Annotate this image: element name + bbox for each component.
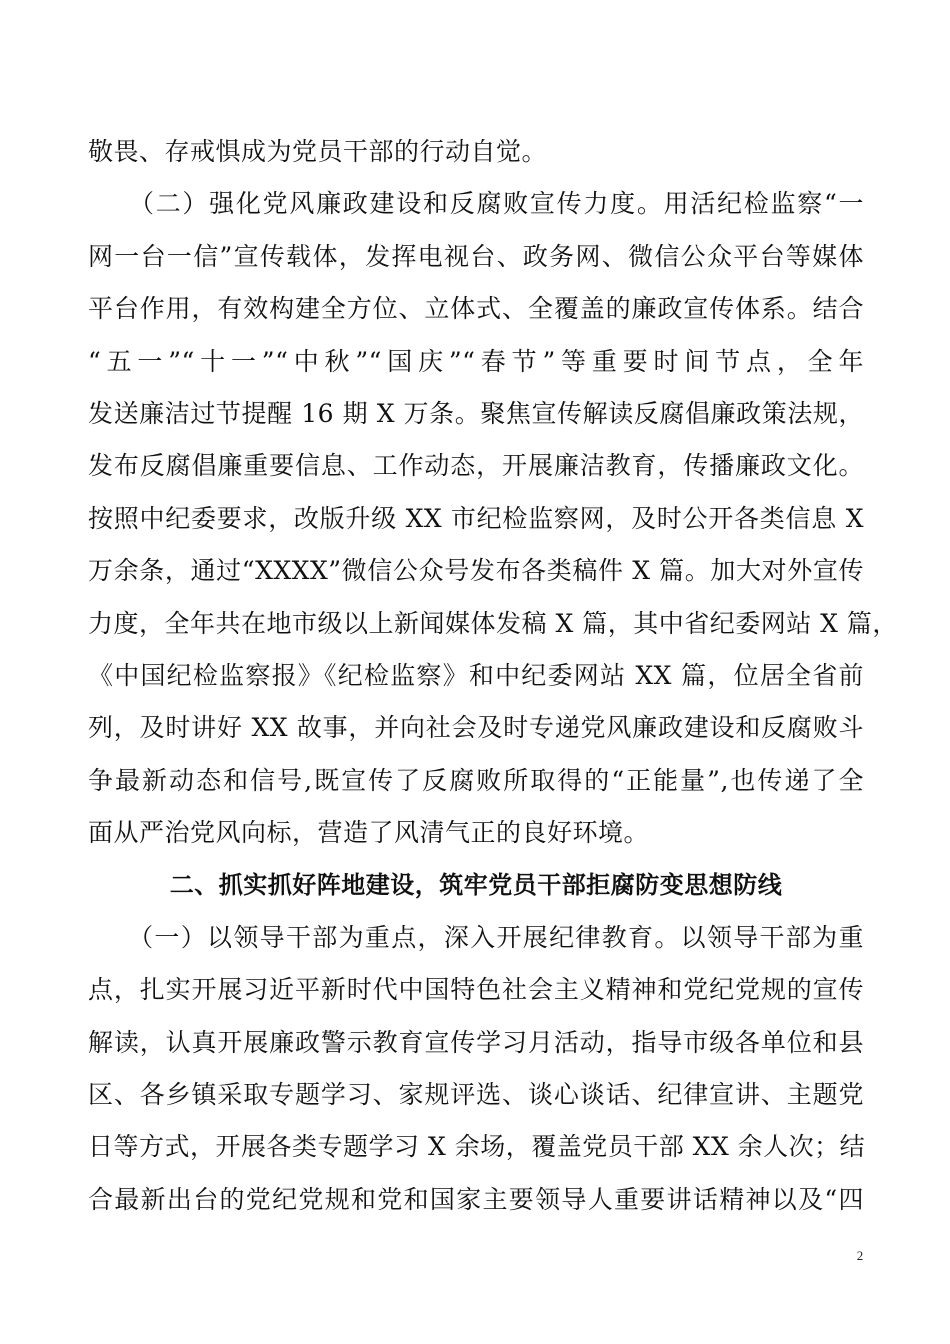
text-line: 点，扎实开展习近平新时代中国特色社会主义精神和党纪党规的宣传	[88, 975, 864, 1005]
document-body	[88, 126, 898, 1226]
section-paragraph-start: （二）强化党风廉政建设和反腐败宣传力度。用活纪检监察“一	[88, 189, 864, 219]
text-line: 合最新出台的党纪党规和党和国家主要领导人重要讲话精神以及“四	[88, 1184, 864, 1214]
text-line: 日等方式，开展各类专题学习 X 余场，覆盖党员干部 XX 余人次；结	[88, 1132, 866, 1162]
text-line: 争最新动态和信号,既宣传了反腐败所取得的“正能量”,也传递了全	[88, 765, 864, 795]
text-line: 网一台一信”宣传载体，发挥电视台、政务网、微信公众平台等媒体	[88, 241, 864, 271]
text-line: 敬畏、存戒惧成为党员干部的行动自觉。	[88, 137, 548, 166]
text-line: 区、各乡镇采取专题学习、家规评选、谈心谈话、纪律宣讲、主题党	[88, 1080, 864, 1110]
text-line: 力度，全年共在地市级以上新闻媒体发稿 X 篇，其中省纪委网站 X 篇，	[88, 608, 898, 638]
section-paragraph-start: （一）以领导干部为重点，深入开展纪律教育。以领导干部为重	[88, 922, 864, 952]
text-line: “五一”“十一”“中秋”“国庆”“春节”等重要时间节点，全年	[88, 346, 864, 376]
text-line: 按照中纪委要求，改版升级 XX 市纪检监察网，及时公开各类信息 X	[88, 503, 864, 533]
text-line: 发送廉洁过节提醒 16 期 X 万条。聚焦宣传解读反腐倡廉政策法规，	[88, 398, 864, 428]
text-line: 面从严治党风向标，营造了风清气正的良好环境。	[88, 818, 650, 848]
page-number: 2	[856, 1248, 864, 1263]
text-line: 列，及时讲好 XX 故事，并向社会及时专递党风廉政建设和反腐败斗	[88, 713, 864, 743]
text-line: 《中国纪检监察报》《纪检监察》和中纪委网站 XX 篇，位居全省前	[88, 660, 864, 690]
text-line: 解读，认真开展廉政警示教育宣传学习月活动，指导市级各单位和县	[88, 1027, 864, 1057]
section-heading: 二、抓实抓好阵地建设，筑牢党员干部拒腐防变思想防线	[169, 871, 783, 900]
text-line: 发布反腐倡廉重要信息、工作动态，开展廉洁教育，传播廉政文化。	[88, 451, 864, 481]
text-line: 平台作用，有效构建全方位、立体式、全覆盖的廉政宣传体系。结合	[88, 294, 864, 324]
text-line: 万余条，通过“XXXX”微信公众号发布各类稿件 X 篇。加大对外宣传	[88, 556, 864, 586]
